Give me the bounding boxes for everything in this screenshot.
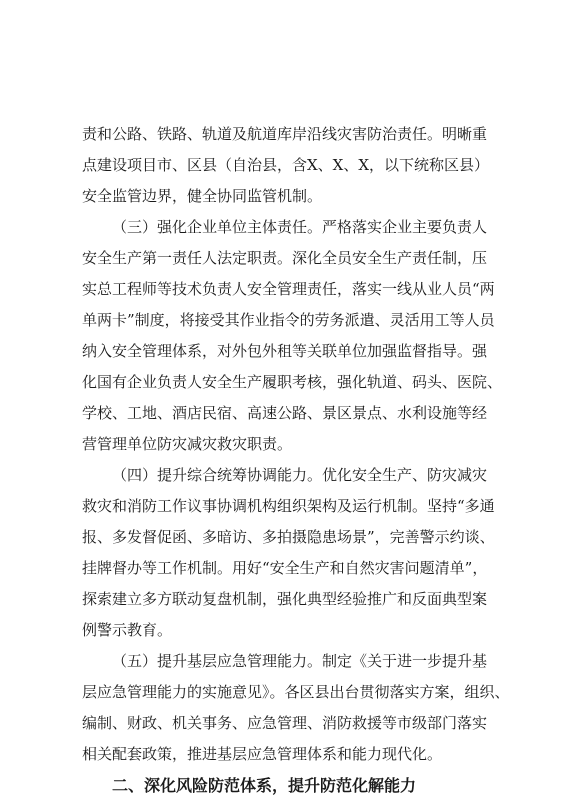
paragraph-line: 化国有企业负责人安全生产履职考核，强化轨道、码头、医院、 xyxy=(82,373,503,391)
paragraph-line: 报、多发督促函、多暗访、多拍摄隐患场景”，完善警示约谈、 xyxy=(82,528,495,546)
paragraph-line: 单两卡”制度，将接受其作业指令的劳务派遣、灵活用工等人员 xyxy=(82,311,495,329)
paragraph-line: 责和公路、铁路、轨道及航道库岸沿线灾害防治责任。明晰重 xyxy=(82,125,488,143)
paragraph-line: （四）提升综合统筹协调能力。优化安全生产、防灾减灾 xyxy=(112,466,488,484)
paragraph-line: （三）强化企业单位主体责任。严格落实企业主要负责人 xyxy=(112,218,488,236)
paragraph-line: 实总工程师等技术负责人安全管理责任，落实一线从业人员“两 xyxy=(82,280,495,298)
paragraph-line: 层应急管理能力的实施意见》。各区县出台贯彻落实方案，组织、 xyxy=(82,683,510,701)
paragraph-line: 安全监管边界，健全协同监管机制。 xyxy=(82,187,323,205)
paragraph-line: 编制、财政、机关事务、应急管理、消防救援等市级部门落实 xyxy=(82,714,488,732)
paragraph-line: 纳入安全管理体系，对外包外租等关联单位加强监督指导。强 xyxy=(82,342,488,360)
paragraph-line: 营管理单位防灾减灾救灾职责。 xyxy=(82,435,293,453)
paragraph-line: 学校、工地、酒店民宿、高速公路、景区景点、水利设施等经 xyxy=(82,404,488,422)
section-heading: 二、深化风险防范体系，提升防范化解能力 xyxy=(112,776,417,795)
paragraph-line: 例警示教育。 xyxy=(82,621,173,639)
paragraph-line: 相关配套政策，推进基层应急管理体系和能力现代化。 xyxy=(82,745,443,763)
paragraph-line: 救灾和消防工作议事协调机构组织架构及运行机制。坚持“多通 xyxy=(82,497,495,515)
paragraph-line: 挂牌督办等工作机制。用好“安全生产和自然灾害问题清单”， xyxy=(82,559,488,577)
paragraph-line: 点建设项目市、区县（自治县，含X、X、X，以下统称区县） xyxy=(82,156,490,174)
paragraph-line: （五）提升基层应急管理能力。制定《关于进一步提升基 xyxy=(112,652,488,670)
paragraph-line: 探索建立多方联动复盘机制，强化典型经验推广和反面典型案 xyxy=(82,590,488,608)
paragraph-line: 安全生产第一责任人法定职责。深化全员安全生产责任制，压 xyxy=(82,249,488,267)
